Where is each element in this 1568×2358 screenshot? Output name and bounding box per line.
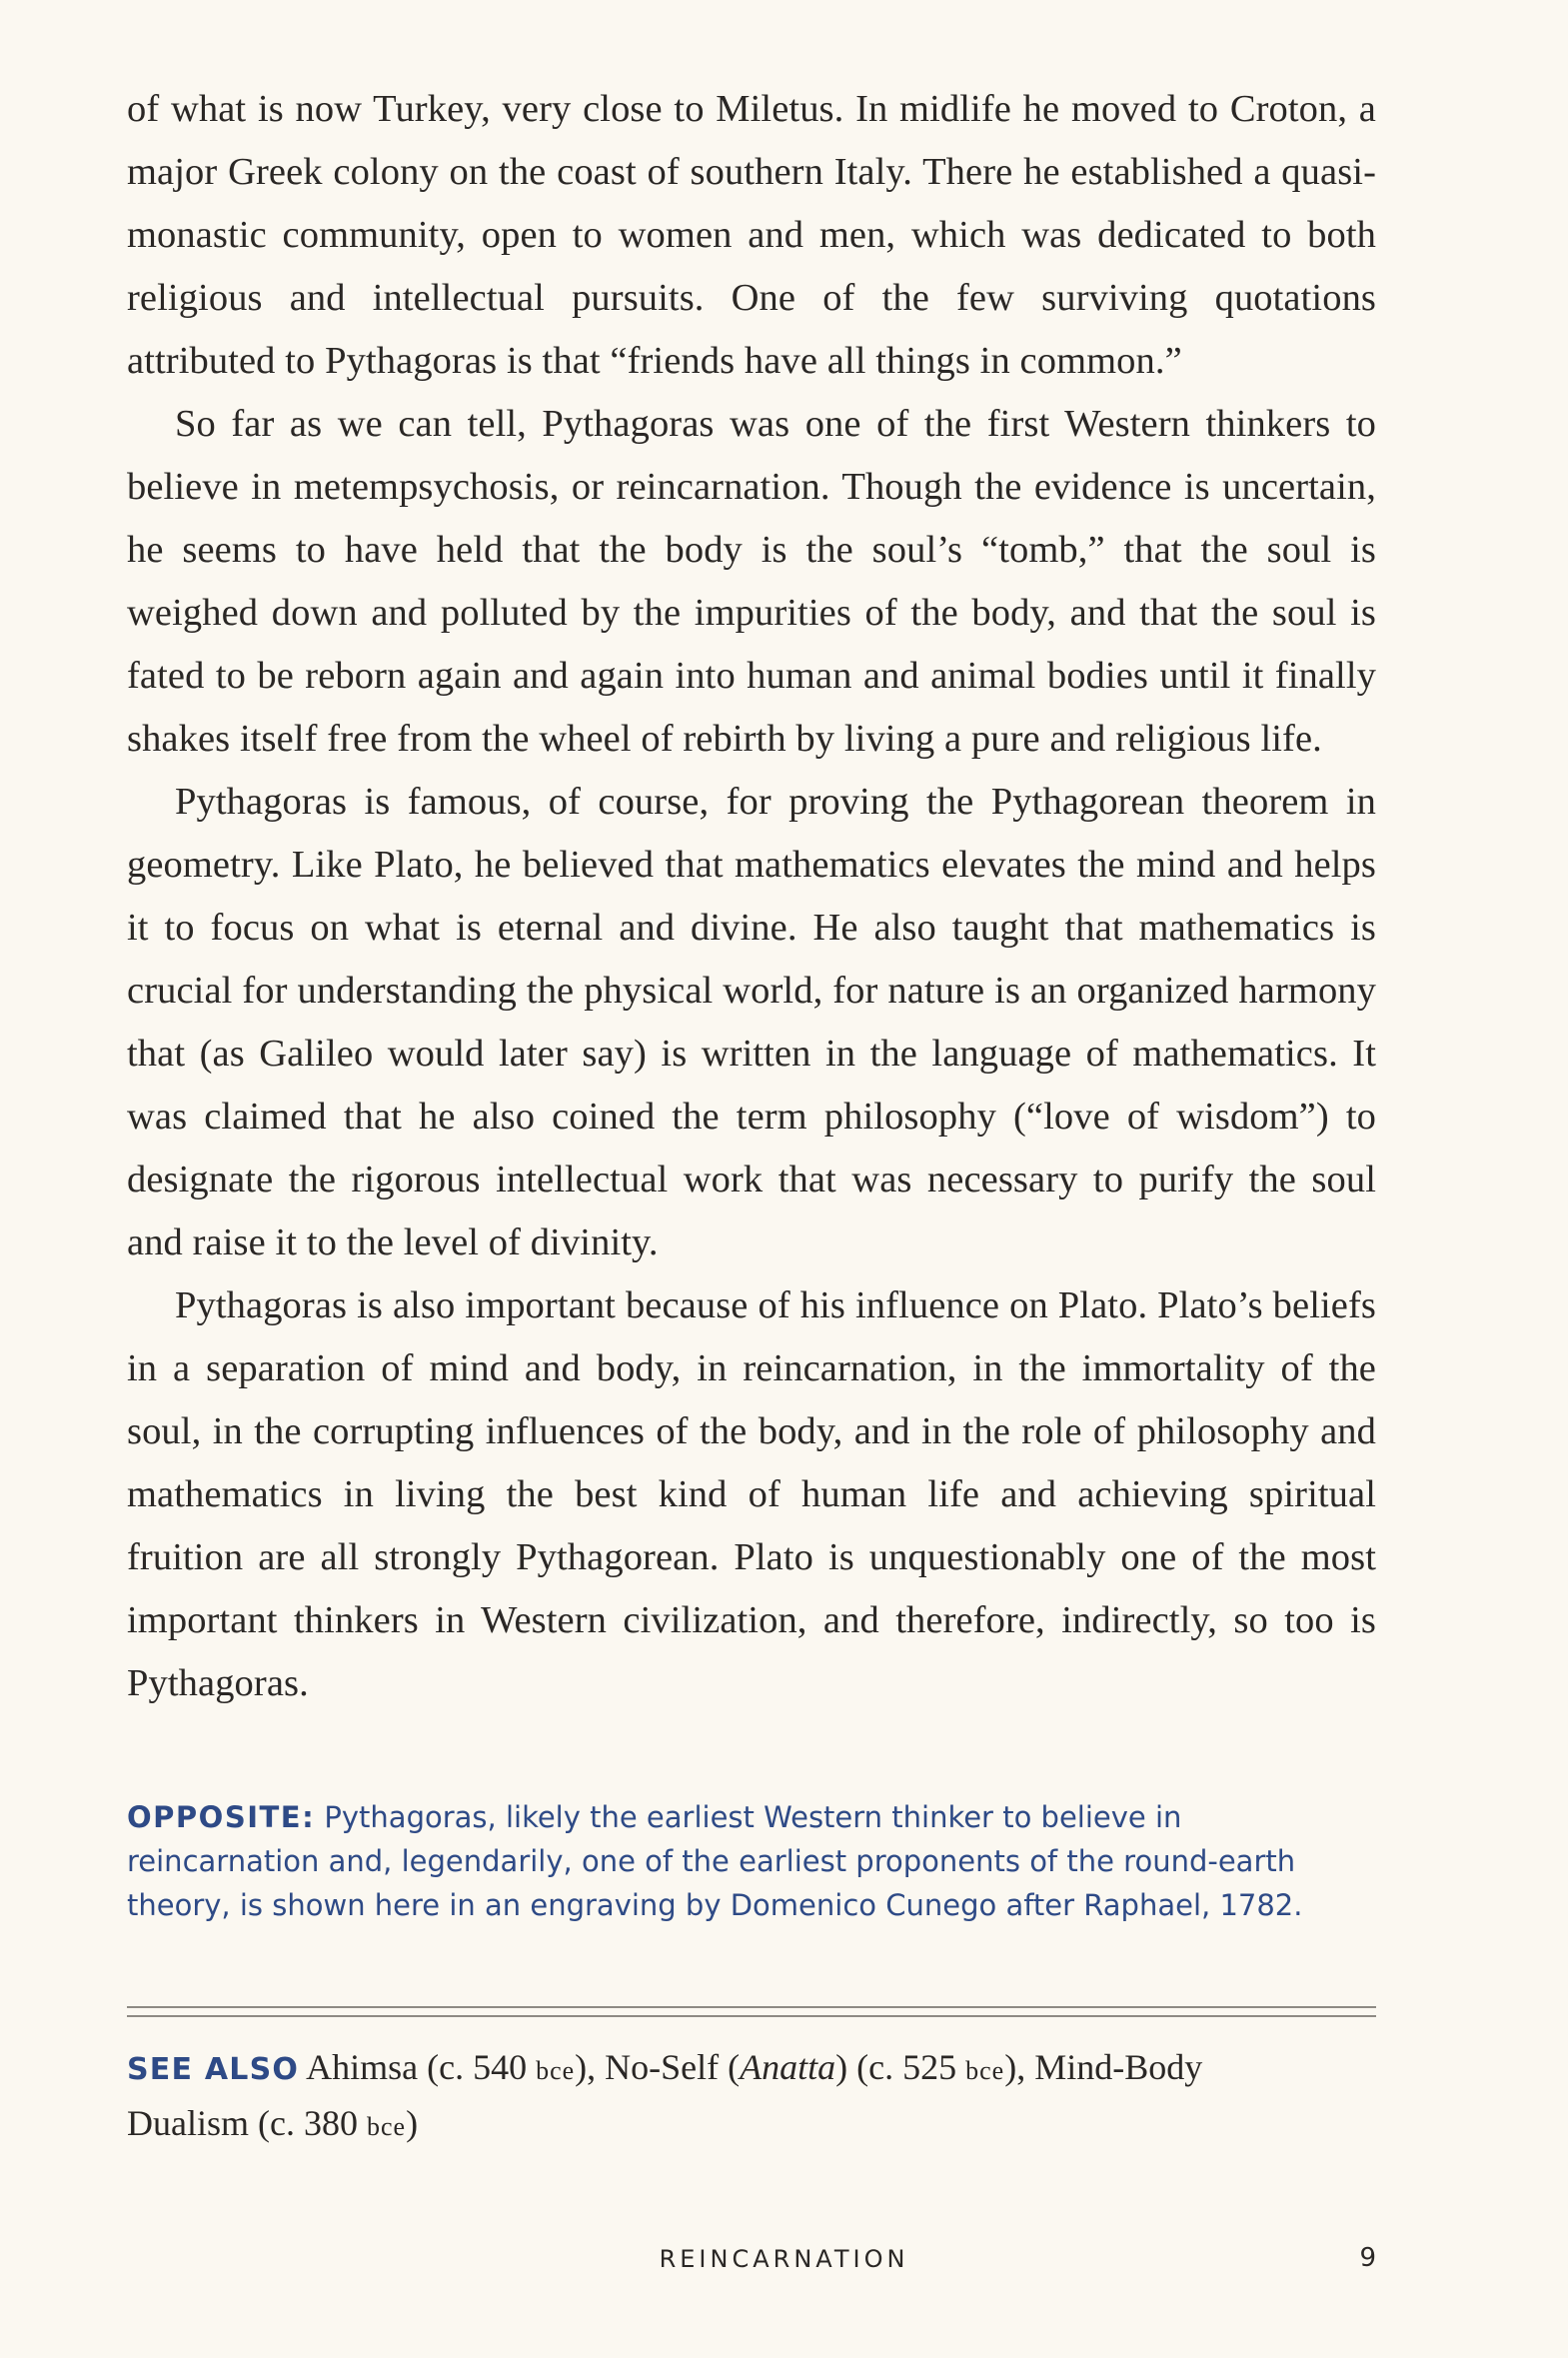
caption-text: Pythagoras, likely the earliest Western thinker to believe in reincarnation and, legendarily, one of the earliest proponents of the round-earth theory, is shown here in an engraving by Domenico Cunego after Raphael, 1782. [127,1800,1303,1922]
paragraph: Pythagoras is famous, of course, for proving the Pythagorean theorem in geometry. Like Plato, he believed that mathematics elevates the mind and helps it to focus on what is eternal and divine. He also taught that mathematics is crucial for understanding the physical world, for nature is an organized harmony that (as Galileo would later say) is written in the language of mathematics. It was claimed that he also coined the term philosophy (“love of wisdom”) to designate the rigorous intellectual work that was necessary to purify the soul and raise it to the level of divinity. [127,781,1376,1263]
running-footer: REINCARNATION [659,2245,909,2273]
divider-rule [127,2006,1376,2008]
paragraph: Pythagoras is also important because of his influence on Plato. Plato’s beliefs in a separation of mind and body, in reincarnation, in the immortality of the soul, in the corrupting influences of the body, and in the role of philosophy and mathematics in living the best kind of human life and achieving spiritual fruition are all strongly Pythagorean. Plato is unquestionably one of the most important thinkers in Western civilization, and therefore, indirectly, so too is Pythagoras. [127,1284,1376,1704]
see-also-item: Ahimsa (c. 540 bce), [306,2047,597,2087]
paragraph: So far as we can tell, Pythagoras was one of the first Western thinkers to believe in metempsychosis, or reincarnation. Though the evidence is uncertain, he seems to have held that the body is the soul’s “tomb,” that the soul is weighed down and polluted by the impurities of the body, and that the soul is fated to be reborn again and again into human and animal bodies until it finally shakes itself free from the wheel of rebirth by living a pure and religious life. [127,403,1376,760]
see-also-item: Mind-Body Dualism (c. 380 bce) [127,2047,1203,2143]
paragraph: of what is now Turkey, very close to Miletus. In midlife he moved to Croton, a major Greek colony on the coast of southern Italy. There he established a quasi-monastic community, open to women and men, which was dedicated to both religious and intellectual pursuits. One of the few surviving quotations attributed to Pythagoras is that “friends have all things in common.” [127,88,1376,382]
image-caption [127,1795,1376,1927]
see-also-item: No-Self (Anatta) (c. 525 bce), [605,2047,1026,2087]
body-text [127,78,1376,1715]
caption-lead: OPPOSITE: [127,1800,316,1834]
divider-rule [127,2015,1376,2017]
see-also [127,2041,1326,2153]
see-also-label: SEE ALSO [127,2052,300,2087]
page-number: 9 [1359,2243,1376,2273]
